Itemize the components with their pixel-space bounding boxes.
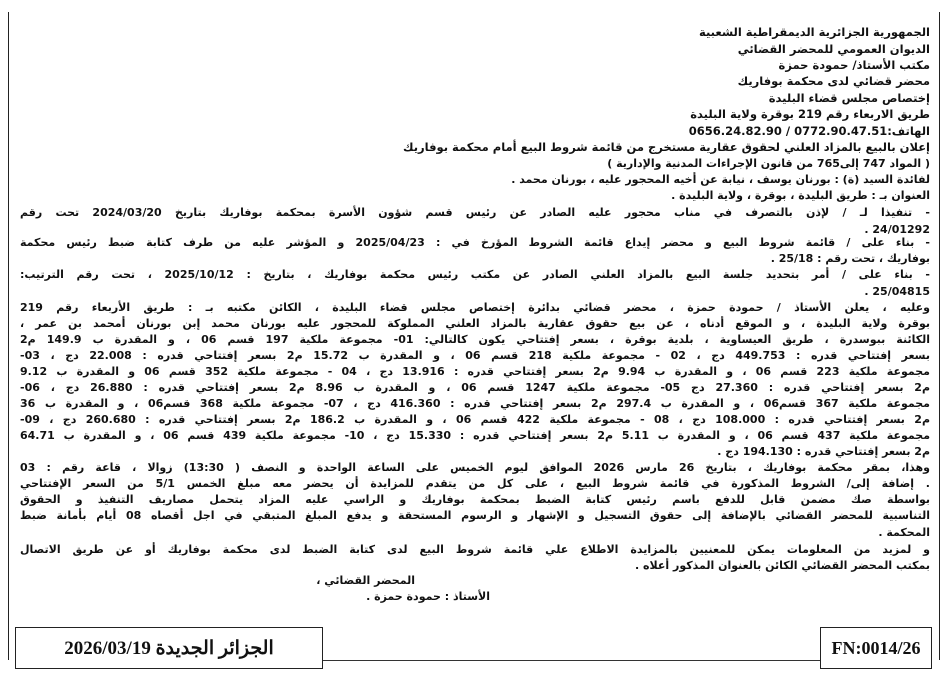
header-line: إختصاص مجلس قضاء البليدة — [768, 91, 930, 105]
signature-name: الأستاذ : حمودة حمزة . — [366, 590, 490, 603]
body-line: وهذا، بمقر محكمة بوفاريك ، بتاريخ 26 مارس 2026 الموافق ليوم الخميس على الساعة الواحدة و النصف ( 13:30) زوالا ، قاعة رقم : 03 — [20, 461, 930, 474]
body-line: م2 بسعر إفتتاحي قدره : 194.130 دج . — [717, 445, 930, 458]
header-phone: الهاتف:0772.90.47.51 / 0656.24.82.90 — [688, 124, 930, 138]
frame-left-border — [8, 12, 9, 660]
body-line: العنوان بـ : طريق البليدة ، بوقرة ، ولاية البليدة . — [671, 189, 930, 202]
header-line: مكتب الأستاذ/ حمودة حمزة — [778, 58, 930, 72]
body-line: . إضافة إلى/ الشروط المذكورة في قائمة شروط البيع ، على كل من يتقدم للمزايدة أن يحضر معه مبلغ الخمس 5/1 من السعر الإفتتاحي — [20, 477, 930, 490]
body-line: - تنفيذا لـ / لإذن بالتصرف في مناب محجور عليه الصادر عن رئيس قسم شؤون الأسرة بمحكمة بوفاريك بتاريخ 2024/03/20 تحت رقم — [20, 206, 930, 219]
body-line: 24/01292 . — [864, 223, 930, 236]
notice-title: إعلان بالبيع بالمزاد العلني لحقوق عقارية مستخرج من قائمة شروط البيع أمام محكمة بوفاريك — [402, 140, 930, 154]
body-line: - بناء على / قائمة شروط البيع و محضر إيداع قائمة الشروط المؤرخ في : 2025/04/23 و المؤشر عليه من طرف كتابة ضبط رئيس محكمة — [20, 236, 930, 249]
body-line: وعليه ، يعلن الأستاذ / حمودة حمزة ، محضر قضائي بدائرة إختصاص مجلس قضاء البليدة ، الكائن مكتبه بـ : طريق الأربعاء رقم 219 — [20, 301, 930, 314]
header-line: طريق الاربعاء رقم 219 بوقرة ولاية البليدة — [690, 107, 930, 121]
publication-date-box — [15, 627, 323, 669]
publication-date: الجزائر الجديدة 2026/03/19 — [64, 637, 274, 659]
reference-number: FN:0014/26 — [831, 637, 921, 658]
signature-title: المحضر القضائي ، — [316, 574, 415, 587]
body-line: بمكتب المحضر القضائي الكائن بالعنوان المذكور أعلاه . — [635, 559, 930, 572]
body-line: بوفاريك ، تحت رقم : 25/18 . — [770, 252, 930, 265]
header-line: محضر قضائي لدى محكمة بوفاريك — [737, 74, 930, 88]
body-line: لفائدة السيد (ة) : بورنان يوسف ، نيابة عن أخيه المحجور عليه ، بورنان محمد . — [511, 173, 930, 186]
body-line: بسعر إفتتاحي قدره : 449.753 دج ، 02 - مجموعة ملكية 218 قسم 06 ، و المقدرة ب 15.72 م2 بسعر إفتتاحي قدره : 22.008 دج ، 03- — [20, 349, 931, 362]
header-line: الديوان العمومي للمحضر القضائي — [737, 42, 930, 56]
body-line: الكائنة ببوسدرة ، طريق العيساوية ، بلدية بوقرة ، بسعر إفتتاحي يكون كالتالي: 01- مجموعة ملكية 197 قسم 06 ، و المقدرة ب 149.9 م2 — [20, 333, 931, 346]
body-line: التناسبية للمحضر القضائي بالإضافة إلى حقوق التسجيل و الإشهار و الرسوم المستحقة و يدفع المبلغ المتبقي في اجل أقصاه 08 أيام بأمانة ضبط — [20, 509, 930, 522]
body-line: و لمزيد من المعلومات يمكن للمعنيين بالمزايدة الاطلاع علي قائمة شروط البيع لدى كتابة الضبط لدى محكمة بوفاريك أو عن طريق الاتصال — [20, 543, 930, 556]
body-line: 25/04815 . — [864, 285, 930, 298]
body-line: م2 بسعر إفتتاحي قدره : 108.000 دج ، 08 - مجموعة ملكية 422 قسم 06 ، و المقدرة ب 186.2 م2 بسعر إفتتاحي قدره : 260.680 دج ، 09- — [20, 413, 931, 426]
header-line: الجمهورية الجزائرية الديمقراطية الشعبية — [698, 25, 930, 39]
body-line: بوقرة ولاية البليدة ، و الموقع أدناه ، عن بيع حقوق عقارية بالمزاد العلني المملوكة للمحجور عليه بورنان محمد إبن بورنان أمحمد بن عمر ، — [20, 317, 930, 330]
frame-bottom-border — [322, 660, 820, 661]
body-line: المحكمة . — [878, 526, 930, 539]
body-line: - بناء على / أمر بتحديد جلسة البيع بالمزاد العلني الصادر عن مكتب رئيس محكمة بوفاريك ، بتاريخ : 2025/10/12 ، تحت رقم الترتيب: — [20, 268, 930, 281]
reference-box — [820, 627, 932, 669]
notice-subtitle: ( المواد 747 إلى765 من قانون الإجراءات المدنية والإدارية ) — [607, 157, 930, 170]
body-line: م2 بسعر إفتتاحي قدره : 27.360 دج 05- مجموعة ملكية 1247 قسم 06 ، و المقدرة ب 8.96 م2 بسعر إفتتاحي قدره : 26.880 دج ، 06- — [20, 381, 931, 394]
body-line: بواسطة صك مضمن قابل للدفع باسم رئيس كتابة الضبط بمحكمة بوفاريك و الراسي عليه المزاد يتحمل مصاريف التنفيذ و الحقوق — [20, 493, 930, 506]
body-line: مجموعة ملكية 223 قسم 06 ، و المقدرة ب 9.94 م2 بسعر إفتتاحي قدره : 13.916 دج ، 04 - مجموعة ملكية 352 قسم 06 و المقدرة ب 9.12 — [20, 365, 930, 378]
body-line: مجموعة ملكية 437 قسم 06 ، و المقدرة ب 5.11 م2 بسعر إفتتاحي قدره : 15.330 دج ، 10- مجموعة ملكية 439 قسم 06 ، و المقدرة ب 64.71 — [20, 429, 931, 442]
body-line: مجموعة ملكية 367 قسم06 ، و المقدرة ب 297.4 م2 بسعر إفتتاحي قدره : 416.360 دج ، 07- مجموعة ملكية 368 قسم06 ، و المقدرة ب 36 — [20, 397, 930, 410]
frame-right-border — [939, 12, 940, 660]
